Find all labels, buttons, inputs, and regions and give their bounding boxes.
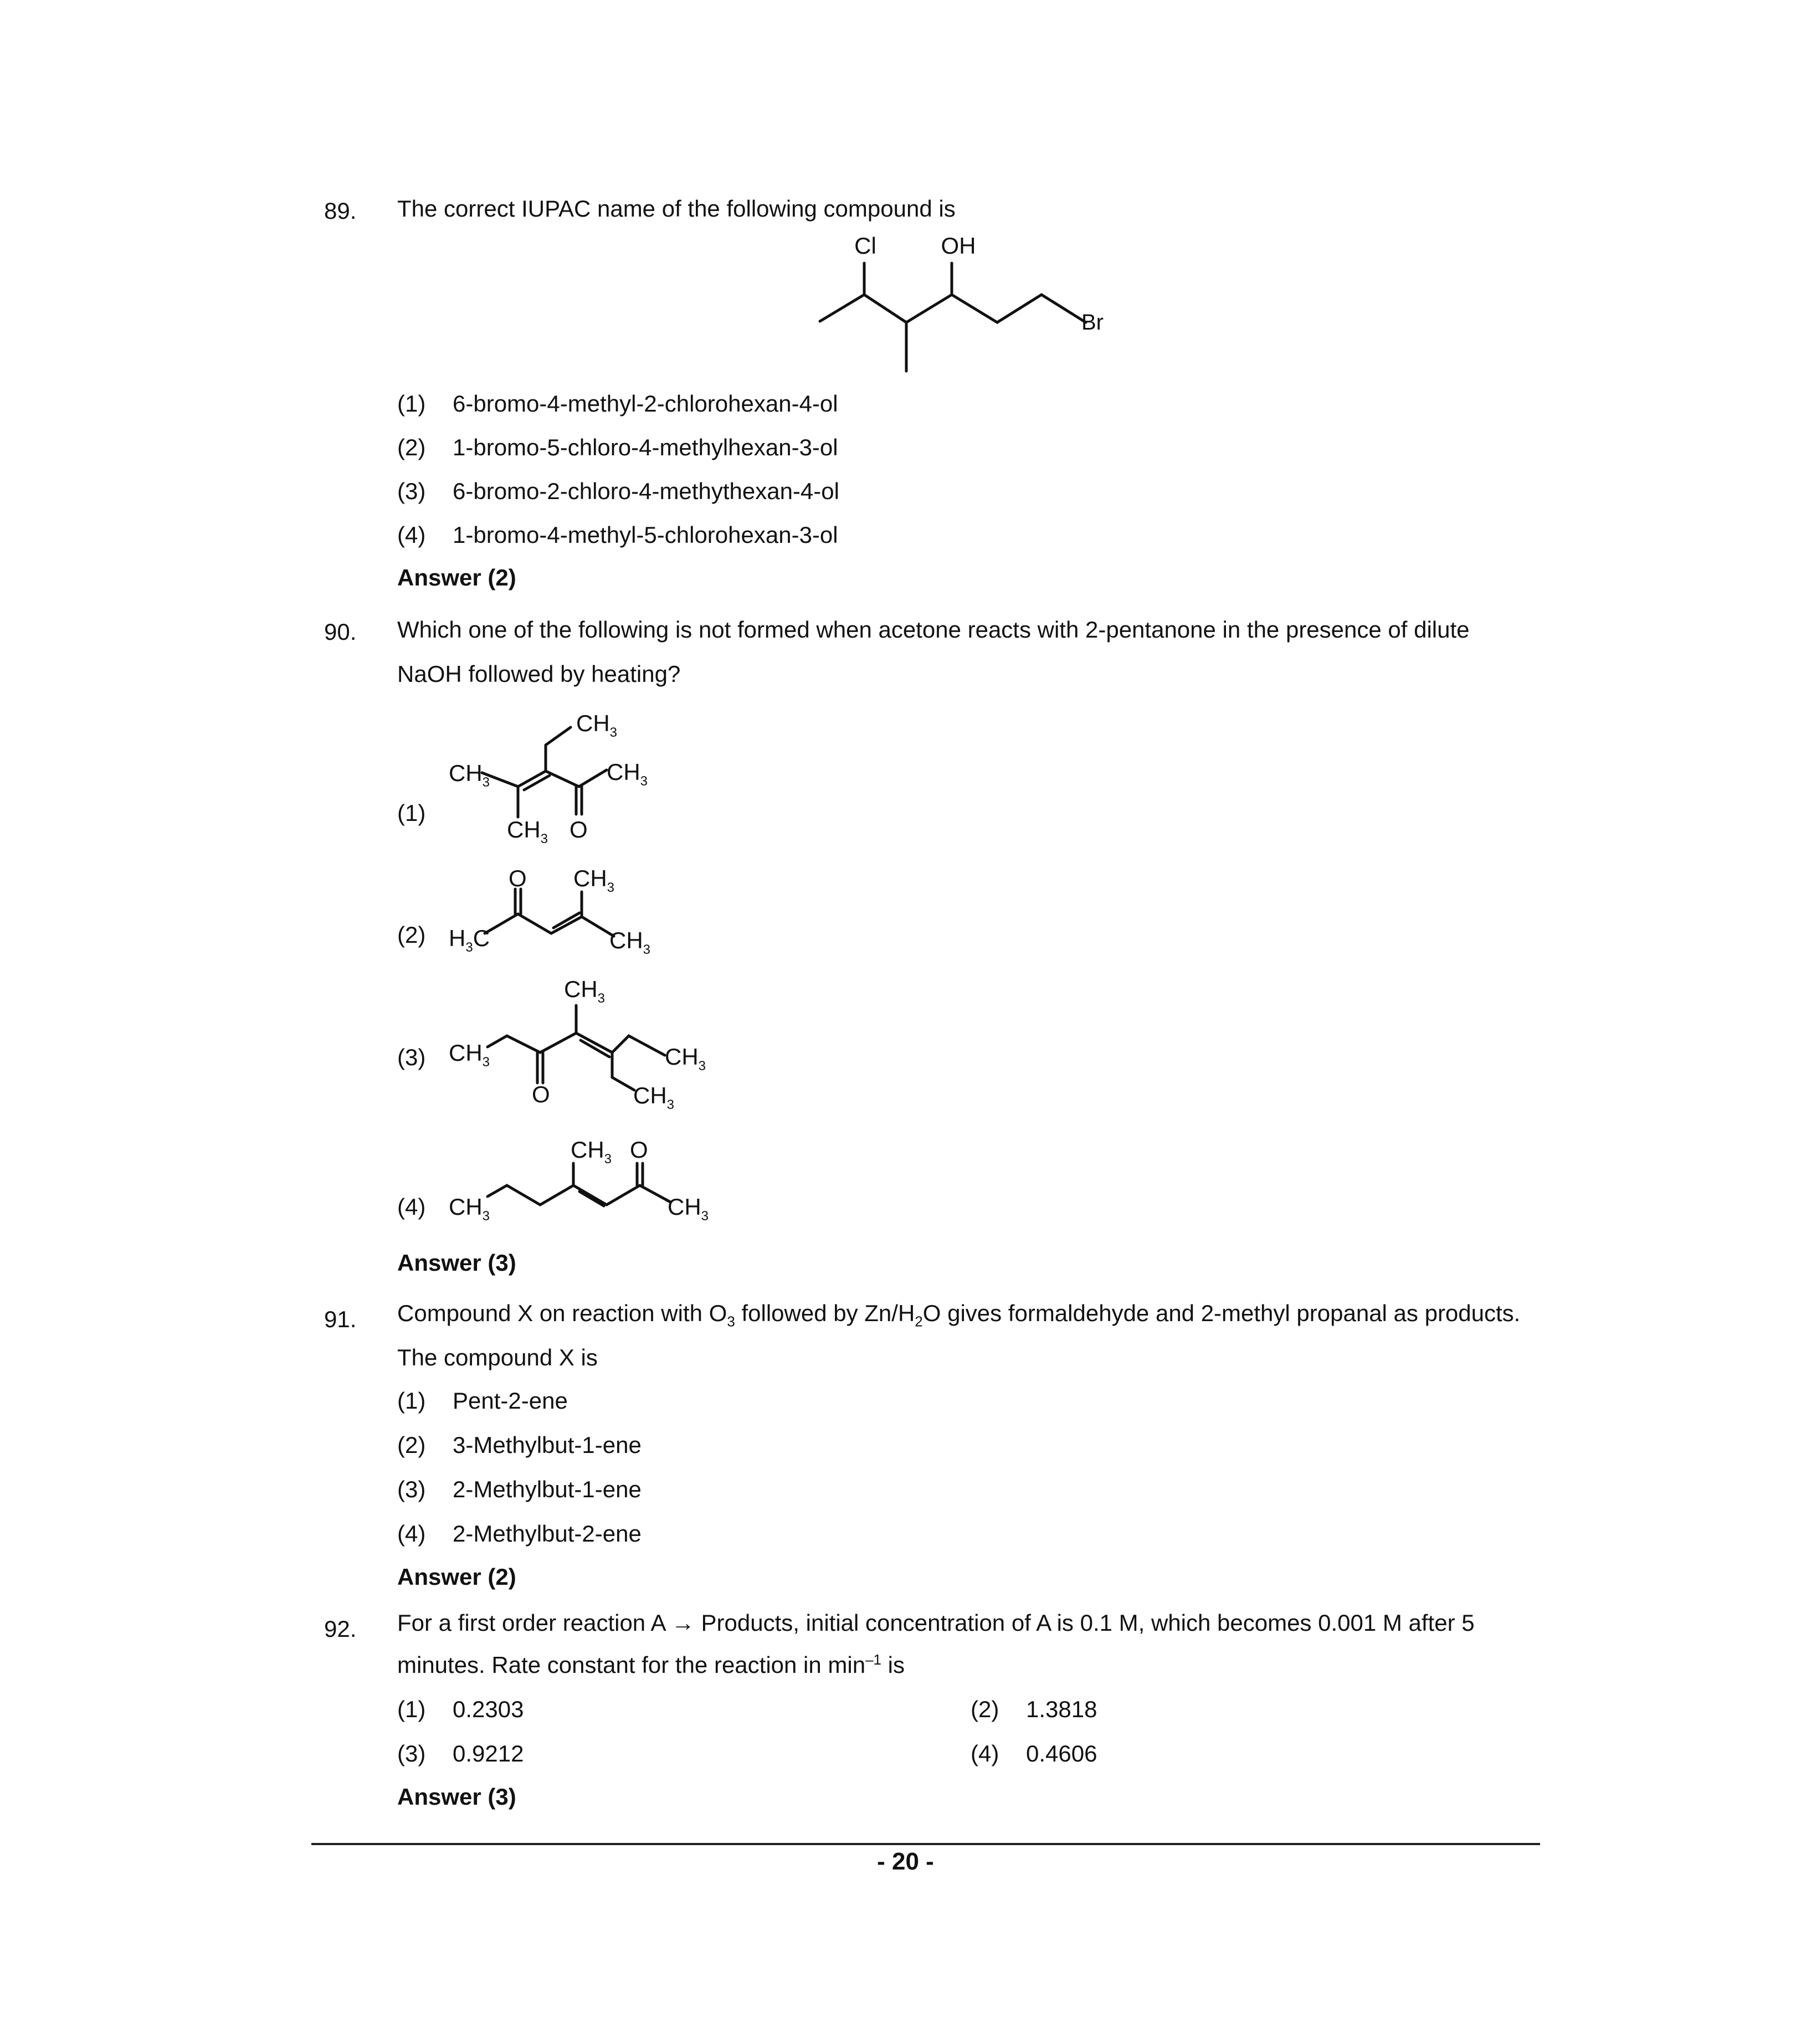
label-cl: Cl — [854, 233, 876, 259]
label-ch3-top: $CH_3$ — [576, 710, 618, 740]
question-number: 92. — [324, 1616, 357, 1642]
option-2[interactable] — [971, 1695, 1097, 1724]
option-1[interactable] — [397, 1695, 524, 1724]
label-ch3-top: $CH_3$ — [571, 1137, 612, 1167]
option-number: (1) — [397, 1388, 426, 1414]
label-br: Br — [1081, 310, 1104, 335]
label-ch3-right: $CH_3$ — [609, 927, 651, 957]
option-number: (3) — [397, 1740, 426, 1766]
footer-divider — [311, 1843, 1540, 1845]
option-number: (4) — [397, 1521, 426, 1547]
option-number: (4) — [397, 1194, 426, 1220]
option-2[interactable] — [397, 1431, 642, 1460]
option-number: (2) — [397, 1432, 426, 1458]
question-number: 90. — [324, 619, 357, 645]
question-number: 89. — [324, 198, 357, 224]
label-ch3-left: $CH_3$ — [449, 1040, 490, 1070]
label-ch3-bottom: $CH_3$ — [507, 816, 548, 846]
option-number: (1) — [397, 391, 426, 417]
label-o: O — [509, 865, 527, 891]
answer: Answer (2) — [397, 1564, 516, 1590]
option-text: Pent-2-ene — [453, 1388, 568, 1414]
label-o: O — [532, 1081, 550, 1107]
label-o: O — [570, 816, 588, 843]
question-number: 91. — [324, 1306, 357, 1332]
option-number: (3) — [397, 1476, 426, 1502]
option-text: 1-bromo-5-chloro-4-methylhexan-3-ol — [453, 434, 838, 460]
option-text: 0.9212 — [453, 1740, 524, 1766]
label-h3c: $H_3C$ — [449, 925, 490, 955]
page-number: - 20 - — [877, 1848, 934, 1875]
option-text: 6-bromo-2-chloro-4-methythexan-4-ol — [453, 478, 839, 504]
option-text: 1.3818 — [1026, 1696, 1097, 1722]
question-text: Which one of the following is not formed when acetone reacts with 2-pentanone in the presence of dilute NaOH followed by heating? — [397, 617, 1470, 687]
label-ch3-bottom: $CH_3$ — [633, 1082, 675, 1112]
option-number: (1) — [397, 1696, 426, 1722]
label-ch3-right: $CH_3$ — [668, 1194, 709, 1224]
option-text: 1-bromo-4-methyl-5-chlorohexan-3-ol — [453, 522, 838, 548]
option-number: (2) — [971, 1696, 999, 1722]
label-ch3-top: $CH_3$ — [573, 865, 615, 895]
option-3[interactable] — [397, 1475, 642, 1504]
option-text: 0.2303 — [453, 1696, 524, 1722]
option-1[interactable] — [397, 1386, 568, 1415]
option-text: 6-bromo-4-methyl-2-chlorohexan-4-ol — [453, 391, 838, 417]
label-o: O — [630, 1137, 648, 1163]
option-text: 0.4606 — [1026, 1740, 1097, 1766]
option-text: 2-Methylbut-1-ene — [453, 1476, 642, 1502]
option-text: 3-Methylbut-1-ene — [453, 1432, 642, 1458]
label-ch3-right: $CH_3$ — [665, 1044, 706, 1074]
option-4[interactable] — [971, 1739, 1097, 1768]
option-text: 2-Methylbut-2-ene — [453, 1521, 642, 1547]
answer: Answer (3) — [397, 1784, 516, 1810]
question-text: Compound X on reaction with $O_3$ followed by $Zn/H_2O$ gives formaldehyde and 2-methyl propanal as products. The compound X is — [397, 1300, 1521, 1371]
option-number: (4) — [397, 522, 426, 548]
question-text: For a first order reaction A → Products, initial concentration of A is 0.1 M, which becomes 0.001 M after 5 minutes. Rate constant for the reaction in $\min^{-1}$ is — [397, 1610, 1475, 1678]
question-text: The correct IUPAC name of the following compound is — [397, 196, 956, 222]
option-number: (2) — [397, 922, 426, 948]
label-ch3-left: $CH_3$ — [449, 1194, 490, 1224]
option-number: (3) — [397, 478, 426, 504]
label-ch3-left: $CH_3$ — [449, 760, 490, 790]
label-ch3-top: $CH_3$ — [564, 976, 606, 1006]
option-number: (4) — [971, 1740, 999, 1766]
option-number: (1) — [397, 800, 426, 826]
option-number: (3) — [397, 1044, 426, 1070]
label-ch3-right: $CH_3$ — [607, 759, 648, 789]
label-oh: OH — [941, 233, 976, 259]
answer: Answer (3) — [397, 1250, 516, 1276]
option-3[interactable] — [397, 1739, 524, 1768]
option-number: (2) — [397, 434, 426, 460]
option-4[interactable] — [397, 1519, 642, 1548]
answer: Answer (2) — [397, 564, 516, 590]
